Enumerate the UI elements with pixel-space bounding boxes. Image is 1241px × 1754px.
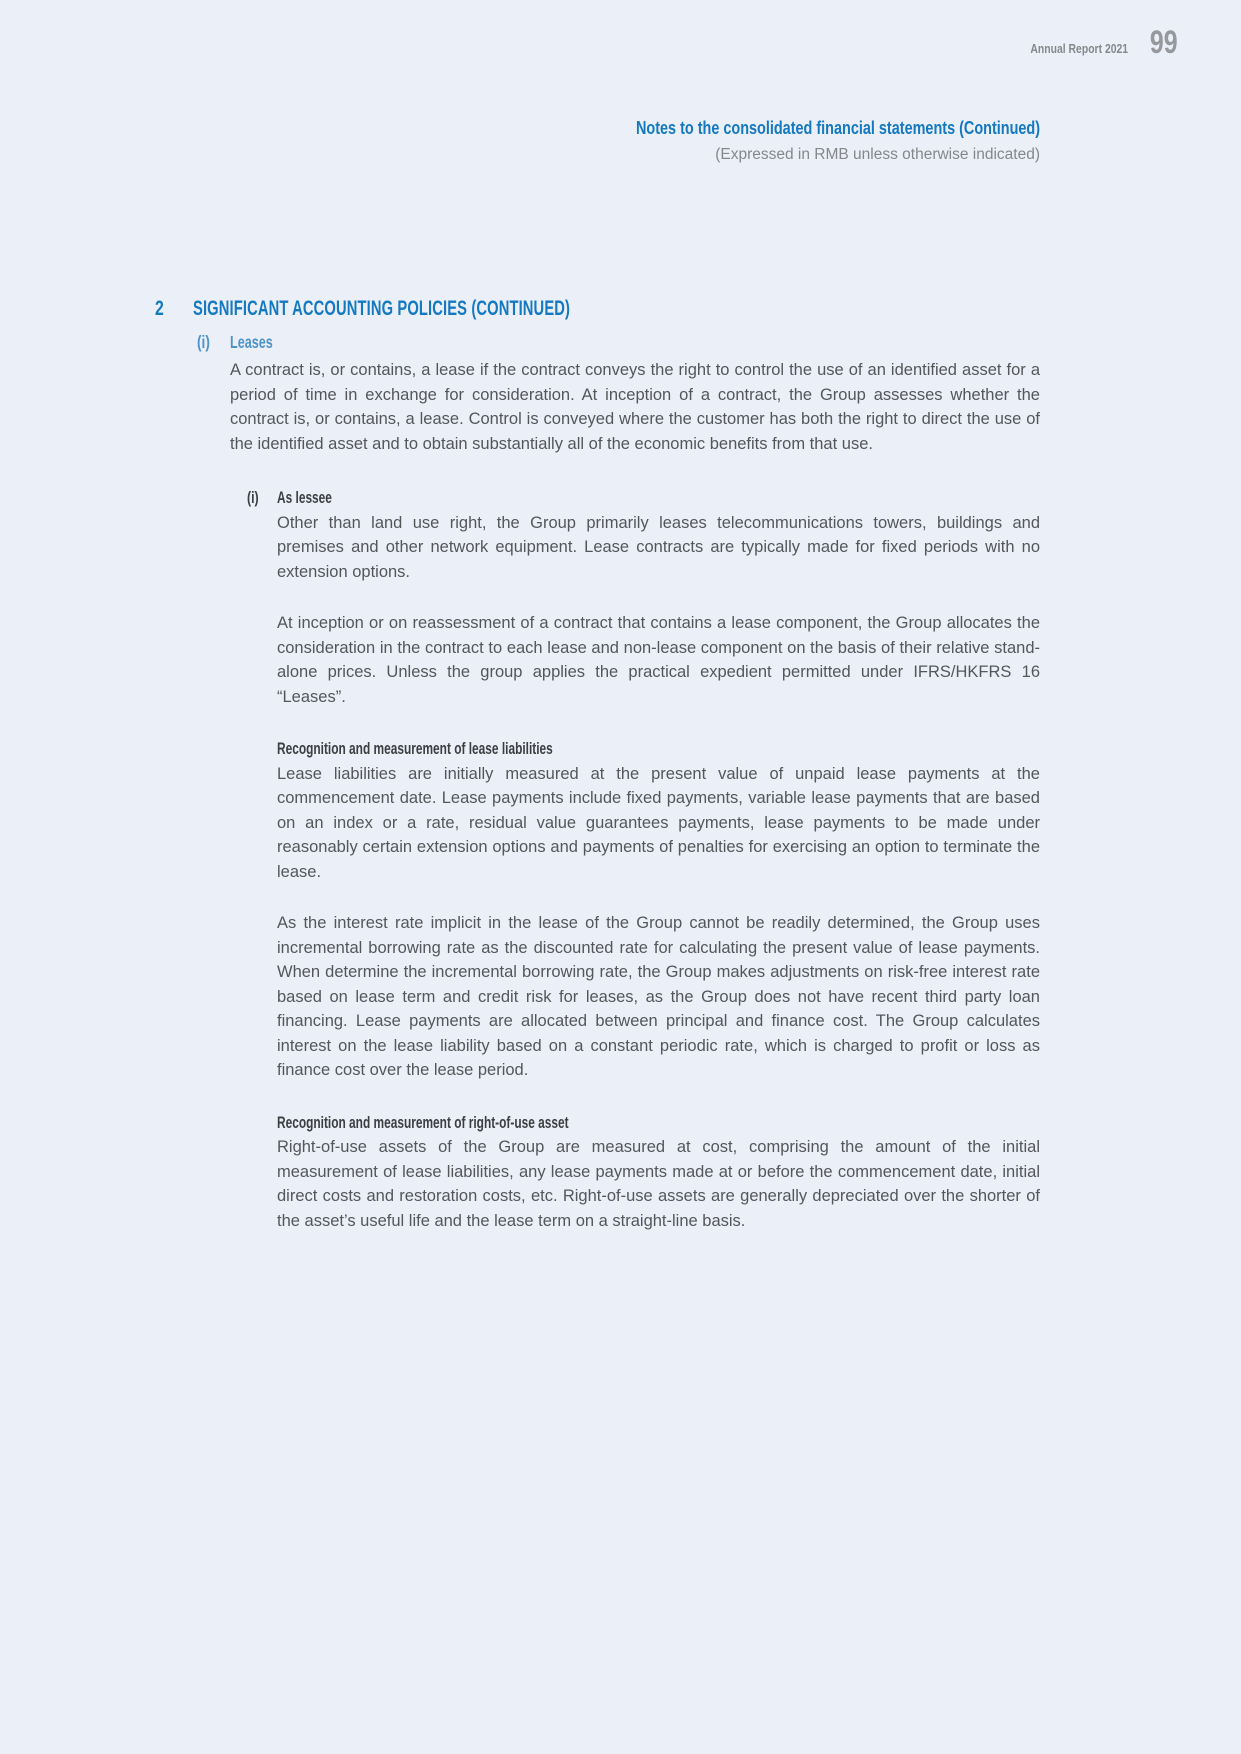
doc-subtitle: (Expressed in RMB unless otherwise indicated) xyxy=(715,146,1040,163)
leases-heading: Leases xyxy=(230,332,273,352)
right-of-use-heading: Recognition and measurement of right-of-use asset xyxy=(277,1112,569,1132)
as-lessee-marker: (i) xyxy=(247,489,259,507)
right-of-use-paragraph: Right-of-use assets of the Group are measured at cost, comprising the amount of the initial measurement of lease liabilities, any lease payments made at or before the commencement date, initial direct costs and restoration costs, etc. Right-of-use assets are generally depreciated over the shorter of the asset’s useful life and the lease term on a straight-line basis. xyxy=(277,1138,1040,1230)
report-label: Annual Report 2021 xyxy=(1030,41,1129,56)
lease-liabilities-paragraph-1: Lease liabilities are initially measured at the present value of unpaid lease payments at the commencement date. Lease payments include fixed payments, variable lease payments that are based on an index or a rate, residual value guarantees payments, lease payments to be made under reasonably certain extension options and payments of penalties for exercising an option to terminate the lease. xyxy=(277,764,1040,881)
page-header xyxy=(1006,26,1178,58)
page-number: 99 xyxy=(1150,24,1178,60)
leases-section xyxy=(197,330,1040,1233)
as-lessee-paragraph-2: At inception or on reassessment of a contract that contains a lease component, the Group allocates the consideration in the contract to each lease and non-lease component on the basis of their relative stand-alone prices. Unless the group applies the practical expedient permitted under IFRS/HKFRS 16 “Leases”. xyxy=(277,614,1040,706)
lease-liabilities-paragraph-2: As the interest rate implicit in the lease of the Group cannot be readily determined, the Group uses incremental borrowing rate as the discounted rate for calculating the present value of lease payments. When determine the incremental borrowing rate, the Group makes adjustments on risk-free interest rate based on lease term and credit risk for leases, as the Group does not have recent third party loan financing. Lease payments are allocated between principal and finance cost. The Group calculates interest on the lease liability based on a constant periodic rate, which is charged to profit or loss as finance cost over the lease period. xyxy=(277,914,1040,1079)
content xyxy=(155,296,1040,1233)
doc-title: Notes to the consolidated financial statements (Continued) xyxy=(635,117,1040,138)
as-lessee-paragraph-1: Other than land use right, the Group primarily leases telecommunications towers, buildings and premises and other network equipment. Lease contracts are typically made for fixed periods with no extension options. xyxy=(277,513,1040,581)
as-lessee-section xyxy=(247,486,1040,1233)
section-heading-row xyxy=(155,296,1040,322)
as-lessee-heading: As lessee xyxy=(277,488,332,507)
lease-liabilities-heading: Recognition and measurement of lease liabilities xyxy=(277,739,553,758)
leases-intro-paragraph: A contract is, or contains, a lease if the contract conveys the right to control the use of an identified asset for a period of time in exchange for consideration. At inception of a contract, the Group assesses whether the contract is, or contains, a lease. Control is conveyed where the customer has both the right to direct the use of the identified asset and to obtain substantially all of the economic benefits from that use. xyxy=(230,361,1040,453)
section-heading: SIGNIFICANT ACCOUNTING POLICIES (CONTINUED) xyxy=(193,297,571,320)
doc-header xyxy=(522,116,1040,166)
section-number: 2 xyxy=(155,297,164,320)
leases-marker: (i) xyxy=(197,332,210,352)
